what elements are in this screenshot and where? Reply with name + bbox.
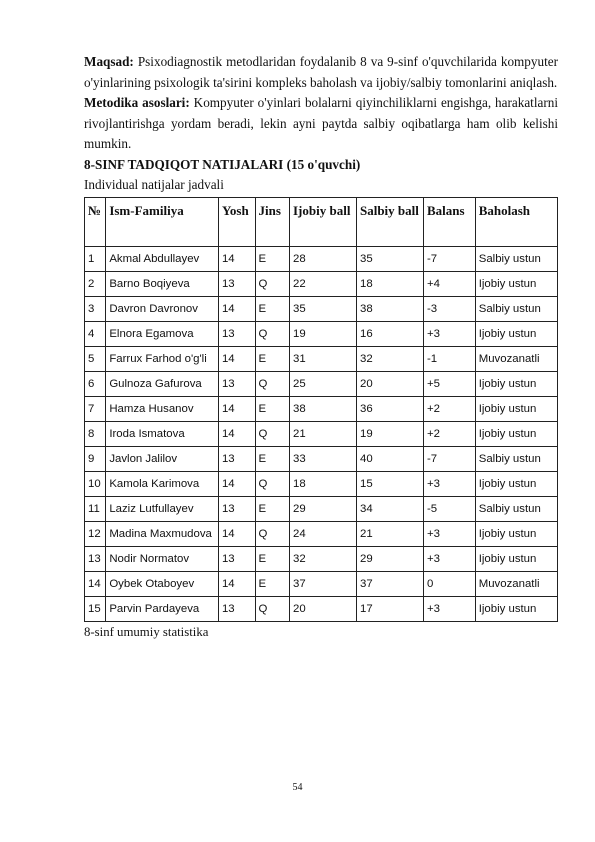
cell-gender: E — [255, 397, 290, 422]
header-age: Yosh — [218, 198, 255, 247]
section-title: 8-SINF TADQIQOT NATIJALARI (15 o'quvchi) — [84, 156, 361, 172]
header-gender: Jins — [255, 198, 290, 247]
cell-gender: E — [255, 347, 290, 372]
cell-balance: +3 — [423, 322, 475, 347]
cell-age: 14 — [218, 422, 255, 447]
page-content — [84, 52, 558, 642]
cell-balance: +4 — [423, 272, 475, 297]
cell-evaluation: Salbiy ustun — [475, 247, 557, 272]
cell-positive: 20 — [290, 597, 357, 622]
cell-balance: 0 — [423, 572, 475, 597]
table-row — [85, 272, 558, 297]
cell-balance: -5 — [423, 497, 475, 522]
cell-balance: -7 — [423, 247, 475, 272]
cell-negative: 16 — [356, 322, 423, 347]
cell-gender: Q — [255, 472, 290, 497]
cell-age: 14 — [218, 397, 255, 422]
cell-positive: 28 — [290, 247, 357, 272]
table-row — [85, 497, 558, 522]
cell-evaluation: Ijobiy ustun — [475, 522, 557, 547]
results-table — [84, 197, 558, 622]
cell-age: 13 — [218, 547, 255, 572]
cell-negative: 32 — [356, 347, 423, 372]
cell-num: 3 — [85, 297, 106, 322]
table-row — [85, 397, 558, 422]
cell-balance: +2 — [423, 422, 475, 447]
cell-num: 4 — [85, 322, 106, 347]
table-row — [85, 297, 558, 322]
header-balance: Balans — [423, 198, 475, 247]
cell-num: 13 — [85, 547, 106, 572]
cell-balance: -7 — [423, 447, 475, 472]
cell-num: 15 — [85, 597, 106, 622]
table-row — [85, 472, 558, 497]
header-negative: Salbiy ball — [356, 198, 423, 247]
cell-num: 2 — [85, 272, 106, 297]
cell-positive: 32 — [290, 547, 357, 572]
cell-num: 12 — [85, 522, 106, 547]
cell-age: 13 — [218, 447, 255, 472]
table-row — [85, 422, 558, 447]
cell-negative: 21 — [356, 522, 423, 547]
cell-gender: Q — [255, 372, 290, 397]
cell-evaluation: Ijobiy ustun — [475, 472, 557, 497]
cell-balance: +2 — [423, 397, 475, 422]
cell-age: 13 — [218, 272, 255, 297]
cell-negative: 35 — [356, 247, 423, 272]
cell-name: Gulnoza Gafurova — [106, 372, 219, 397]
cell-num: 10 — [85, 472, 106, 497]
table-row — [85, 447, 558, 472]
cell-num: 14 — [85, 572, 106, 597]
cell-name: Parvin Pardayeva — [106, 597, 219, 622]
header-positive: Ijobiy ball — [290, 198, 357, 247]
cell-age: 13 — [218, 497, 255, 522]
cell-positive: 24 — [290, 522, 357, 547]
table-row — [85, 572, 558, 597]
cell-name: Barno Boqiyeva — [106, 272, 219, 297]
cell-gender: E — [255, 547, 290, 572]
cell-name: Javlon Jalilov — [106, 447, 219, 472]
cell-positive: 21 — [290, 422, 357, 447]
table-header-row — [85, 198, 558, 247]
cell-positive: 37 — [290, 572, 357, 597]
cell-age: 14 — [218, 347, 255, 372]
cell-positive: 31 — [290, 347, 357, 372]
goal-text: Psixodiagnostik metodlaridan foydalanib 8 va 9-sinf o'quvchilarida kompyuter o'yinlarining psixologik ta'sirini kompleks baholash va ijobiy/salbiy tomonlarini aniqlash. — [84, 54, 558, 90]
cell-name: Akmal Abdullayev — [106, 247, 219, 272]
table-row — [85, 597, 558, 622]
cell-positive: 22 — [290, 272, 357, 297]
cell-balance: +3 — [423, 547, 475, 572]
cell-num: 9 — [85, 447, 106, 472]
table-row — [85, 247, 558, 272]
cell-negative: 36 — [356, 397, 423, 422]
methodology-text: Kompyuter o'yinlari bolalarni qiyinchiliklarni engishga, harakatlarni rivojlantirishga yordam beradi, lekin ayni paytda salbiy oqibatlarga ham olib kelishi mumkin. — [84, 95, 559, 151]
cell-gender: E — [255, 247, 290, 272]
cell-num: 11 — [85, 497, 106, 522]
cell-age: 14 — [218, 572, 255, 597]
table-row — [85, 547, 558, 572]
header-name: Ism-Familiya — [106, 198, 219, 247]
cell-positive: 19 — [290, 322, 357, 347]
cell-evaluation: Ijobiy ustun — [475, 397, 557, 422]
cell-evaluation: Ijobiy ustun — [475, 422, 557, 447]
cell-age: 13 — [218, 322, 255, 347]
summary-caption: 8-sinf umumiy statistika — [84, 625, 209, 639]
cell-evaluation: Ijobiy ustun — [475, 272, 557, 297]
cell-name: Nodir Normatov — [106, 547, 219, 572]
cell-name: Laziz Lutfullayev — [106, 497, 219, 522]
cell-name: Madina Maxmudova — [106, 522, 219, 547]
table-row — [85, 372, 558, 397]
goal-paragraph — [84, 52, 558, 93]
methodology-label: Metodika asoslari: — [84, 95, 190, 110]
cell-evaluation: Ijobiy ustun — [475, 322, 557, 347]
cell-name: Elnora Egamova — [106, 322, 219, 347]
cell-name: Davron Davronov — [106, 297, 219, 322]
cell-gender: E — [255, 297, 290, 322]
cell-positive: 25 — [290, 372, 357, 397]
cell-balance: -3 — [423, 297, 475, 322]
cell-age: 14 — [218, 472, 255, 497]
cell-positive: 33 — [290, 447, 357, 472]
cell-positive: 29 — [290, 497, 357, 522]
cell-num: 1 — [85, 247, 106, 272]
cell-gender: Q — [255, 597, 290, 622]
cell-gender: Q — [255, 272, 290, 297]
cell-name: Kamola Karimova — [106, 472, 219, 497]
cell-age: 14 — [218, 247, 255, 272]
cell-balance: +3 — [423, 597, 475, 622]
cell-balance: +5 — [423, 372, 475, 397]
cell-num: 8 — [85, 422, 106, 447]
table-row — [85, 522, 558, 547]
cell-balance: -1 — [423, 347, 475, 372]
cell-gender: Q — [255, 422, 290, 447]
cell-negative: 34 — [356, 497, 423, 522]
cell-age: 13 — [218, 597, 255, 622]
header-evaluation: Baholash — [475, 198, 557, 247]
cell-negative: 37 — [356, 572, 423, 597]
cell-evaluation: Ijobiy ustun — [475, 372, 557, 397]
cell-age: 14 — [218, 297, 255, 322]
cell-negative: 15 — [356, 472, 423, 497]
cell-evaluation: Salbiy ustun — [475, 497, 557, 522]
cell-gender: E — [255, 497, 290, 522]
cell-balance: +3 — [423, 522, 475, 547]
cell-name: Iroda Ismatova — [106, 422, 219, 447]
table-row — [85, 322, 558, 347]
cell-negative: 18 — [356, 272, 423, 297]
cell-age: 14 — [218, 522, 255, 547]
cell-num: 7 — [85, 397, 106, 422]
cell-gender: Q — [255, 522, 290, 547]
table-caption: Individual natijalar jadvali — [84, 177, 224, 192]
cell-gender: E — [255, 572, 290, 597]
cell-num: 6 — [85, 372, 106, 397]
cell-negative: 19 — [356, 422, 423, 447]
cell-num: 5 — [85, 347, 106, 372]
cell-evaluation: Salbiy ustun — [475, 447, 557, 472]
cell-evaluation: Salbiy ustun — [475, 297, 557, 322]
cell-evaluation: Ijobiy ustun — [475, 547, 557, 572]
cell-name: Oybek Otaboyev — [106, 572, 219, 597]
goal-label: Maqsad: — [84, 54, 134, 69]
cell-evaluation: Muvozanatli — [475, 572, 557, 597]
cell-balance: +3 — [423, 472, 475, 497]
header-num: № — [85, 198, 106, 247]
cell-age: 13 — [218, 372, 255, 397]
cell-gender: Q — [255, 322, 290, 347]
cell-positive: 18 — [290, 472, 357, 497]
cell-positive: 38 — [290, 397, 357, 422]
cell-gender: E — [255, 447, 290, 472]
cell-name: Hamza Husanov — [106, 397, 219, 422]
cell-negative: 38 — [356, 297, 423, 322]
cell-negative: 40 — [356, 447, 423, 472]
table-body — [85, 247, 558, 622]
cell-negative: 29 — [356, 547, 423, 572]
methodology-paragraph — [84, 93, 558, 155]
cell-negative: 20 — [356, 372, 423, 397]
cell-positive: 35 — [290, 297, 357, 322]
cell-negative: 17 — [356, 597, 423, 622]
cell-evaluation: Ijobiy ustun — [475, 597, 557, 622]
cell-name: Farrux Farhod o'g'li — [106, 347, 219, 372]
page-number: 54 — [292, 782, 303, 793]
cell-evaluation: Muvozanatli — [475, 347, 557, 372]
table-row — [85, 347, 558, 372]
